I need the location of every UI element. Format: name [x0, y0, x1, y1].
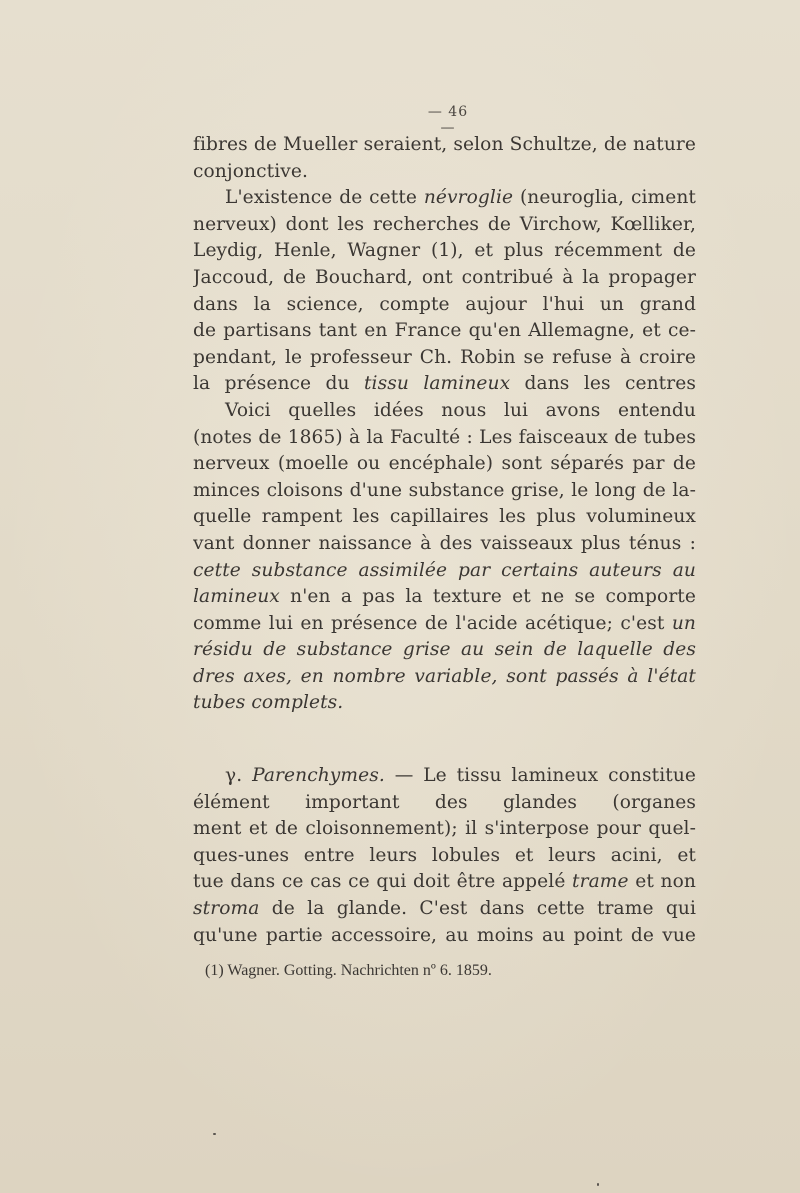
text-run: conjonctive. [193, 160, 308, 182]
text-run: dans la science, compte aujour l'hui un grand [193, 293, 696, 315]
text-line [193, 425, 696, 452]
text-line [193, 292, 696, 319]
text-run: — Le tissu lamineux constitue [394, 765, 696, 787]
text-run: ment et de cloisonnement); il s'interpose pour quel- [193, 818, 696, 840]
text-run: quelle rampent les capillaires les plus volumineux [193, 506, 696, 528]
ink-speck [597, 1183, 599, 1186]
italic-run: cette substance assimilée par certains auteurs au [193, 559, 696, 581]
paragraph-gap [193, 717, 696, 763]
text-line [193, 664, 696, 691]
text-run: comme lui en présence de l'acide acétique; c'est [193, 612, 672, 634]
italic-run: tubes complets. [193, 692, 344, 714]
text-line [193, 923, 696, 950]
text-run: fibres de Mueller seraient, selon Schultze, de nature [193, 134, 696, 155]
text-run: minces cloisons d'une substance grise, le long de la- [193, 479, 696, 501]
text-run: élément important des glandes (organes [193, 791, 696, 813]
text-run: n'en a pas la texture et ne se comporte [290, 586, 696, 608]
text-run: tue dans ce cas ce qui doit être appelé [193, 871, 573, 893]
text-run: ques-unes entre leurs lobules et leurs acini, et [193, 844, 696, 866]
text-line [193, 478, 696, 505]
text-line [193, 763, 696, 790]
italic-run: résidu de substance grise au sein de laquelle des [193, 639, 696, 661]
text-run: γ. [225, 765, 253, 787]
text-line [193, 690, 696, 717]
text-line [193, 159, 696, 186]
text-run: (notes de 1865) à la Faculté : Les faisceaux de tubes [193, 426, 696, 448]
text-run: L'existence de cette [225, 187, 424, 209]
text-line [193, 869, 696, 896]
text-line [193, 816, 696, 843]
text-run: de partisans tant en France qu'en Allemagne, et ce- [193, 320, 696, 342]
text-line [193, 318, 696, 345]
text-line [193, 185, 696, 212]
text-run: Jaccoud, de Bouchard, ont contribué à la propager [193, 266, 696, 288]
text-line [193, 611, 696, 638]
text-line [193, 637, 696, 664]
text-line [193, 451, 696, 478]
text-run: de la glande. C'est dans cette trame qui [271, 898, 696, 920]
text-run: Voici quelles idées nous lui avons entendu [225, 399, 696, 421]
text-line [193, 132, 696, 159]
italic-run: lamineux [193, 586, 280, 608]
text-run: nerveux (moelle ou encéphale) sont séparés par de [193, 453, 696, 475]
text-line [193, 371, 696, 398]
text-line [193, 843, 696, 870]
text-run: la présence du [193, 373, 364, 395]
text-run: vant donner naissance à des vaisseaux plus ténus : [193, 532, 696, 554]
text-run: et non [628, 871, 696, 893]
text-line [193, 265, 696, 292]
italic-run: dres axes, en nombre variable, sont passés à l'état [193, 665, 696, 687]
text-run: nerveux) dont les recherches de Virchow, Kœlliker, [193, 213, 696, 235]
italic-run: un [671, 612, 696, 634]
italic-run: névroglie [423, 187, 514, 209]
text-run: (neuroglia, ciment [513, 187, 696, 209]
body-text [193, 132, 696, 949]
text-line [193, 790, 696, 817]
text-line [193, 398, 696, 425]
text-line [193, 584, 696, 611]
page-number: — 46 — [427, 104, 469, 136]
italic-run: tissu lamineux [363, 373, 511, 395]
text-line [193, 212, 696, 239]
italic-run: Parenchymes. [252, 765, 385, 787]
text-line [193, 531, 696, 558]
text-run: qu'une partie accessoire, au moins au point de vue [193, 924, 696, 946]
text-line [193, 345, 696, 372]
text-line [193, 238, 696, 265]
text-run: dans les centres [524, 373, 696, 395]
text-line [193, 504, 696, 531]
footnote: (1) Wagner. Gotting. Nachrichten nº 6. 1859. [205, 962, 492, 979]
italic-run: trame [572, 871, 629, 893]
text-run: pendant, le professeur Ch. Robin se refuse à croire [193, 346, 696, 368]
text-run: Leydig, Henle, Wagner (1), et plus récemment de [193, 240, 696, 262]
text-line [193, 558, 696, 585]
text-line [193, 896, 696, 923]
italic-run: stroma [193, 898, 260, 920]
ink-speck [213, 1133, 216, 1135]
